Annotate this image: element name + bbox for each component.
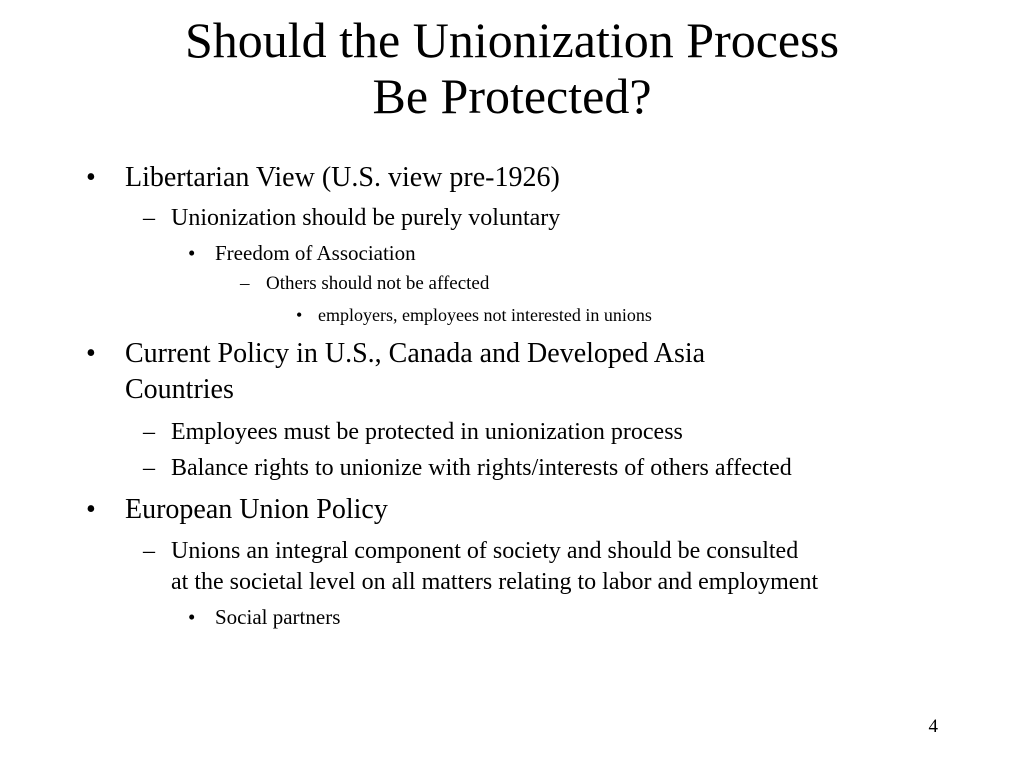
bullet-current-policy-line-1: Current Policy in U.S., Canada and Developed Asia — [125, 338, 706, 369]
bullet-libertarian-view: Libertarian View (U.S. view pre-1926) — [125, 162, 560, 193]
sub-bullet-freedom-of-association: Freedom of Association — [215, 241, 416, 265]
slide-title — [0, 12, 1024, 124]
bullet-marker: • — [86, 494, 96, 525]
slide-title-line-1: Should the Unionization Process — [184, 12, 840, 68]
sub-bullet-employers-employees: employers, employees not interested in unions — [318, 305, 652, 325]
bullet-european-union-policy: European Union Policy — [125, 494, 388, 525]
dash-marker: – — [143, 205, 155, 231]
bullet-current-policy-line-2: Countries — [125, 374, 234, 405]
dash-marker: – — [143, 538, 155, 564]
sub-bullet-unions-integral-line-1: Unions an integral component of society and should be consulted — [171, 538, 799, 564]
bullet-marker: • — [296, 305, 303, 325]
sub-bullet-employees-protected: Employees must be protected in unionization process — [171, 419, 683, 445]
slide-title-line-2: Be Protected? — [372, 68, 652, 124]
bullet-marker: • — [86, 338, 96, 369]
bullet-marker: • — [86, 162, 96, 193]
dash-marker: – — [240, 273, 250, 294]
dash-marker: – — [143, 455, 155, 481]
page-number: 4 — [928, 716, 938, 737]
dash-marker: – — [143, 419, 155, 445]
bullet-marker: • — [188, 605, 196, 629]
sub-bullet-others-not-affected: Others should not be affected — [266, 273, 490, 294]
sub-bullet-balance-rights: Balance rights to unionize with rights/interests of others affected — [171, 455, 792, 481]
sub-bullet-social-partners: Social partners — [215, 605, 341, 629]
sub-bullet-unions-integral-line-2: at the societal level on all matters relating to labor and employment — [171, 569, 819, 595]
bullet-marker: • — [188, 241, 196, 265]
sub-bullet-purely-voluntary: Unionization should be purely voluntary — [171, 205, 561, 231]
